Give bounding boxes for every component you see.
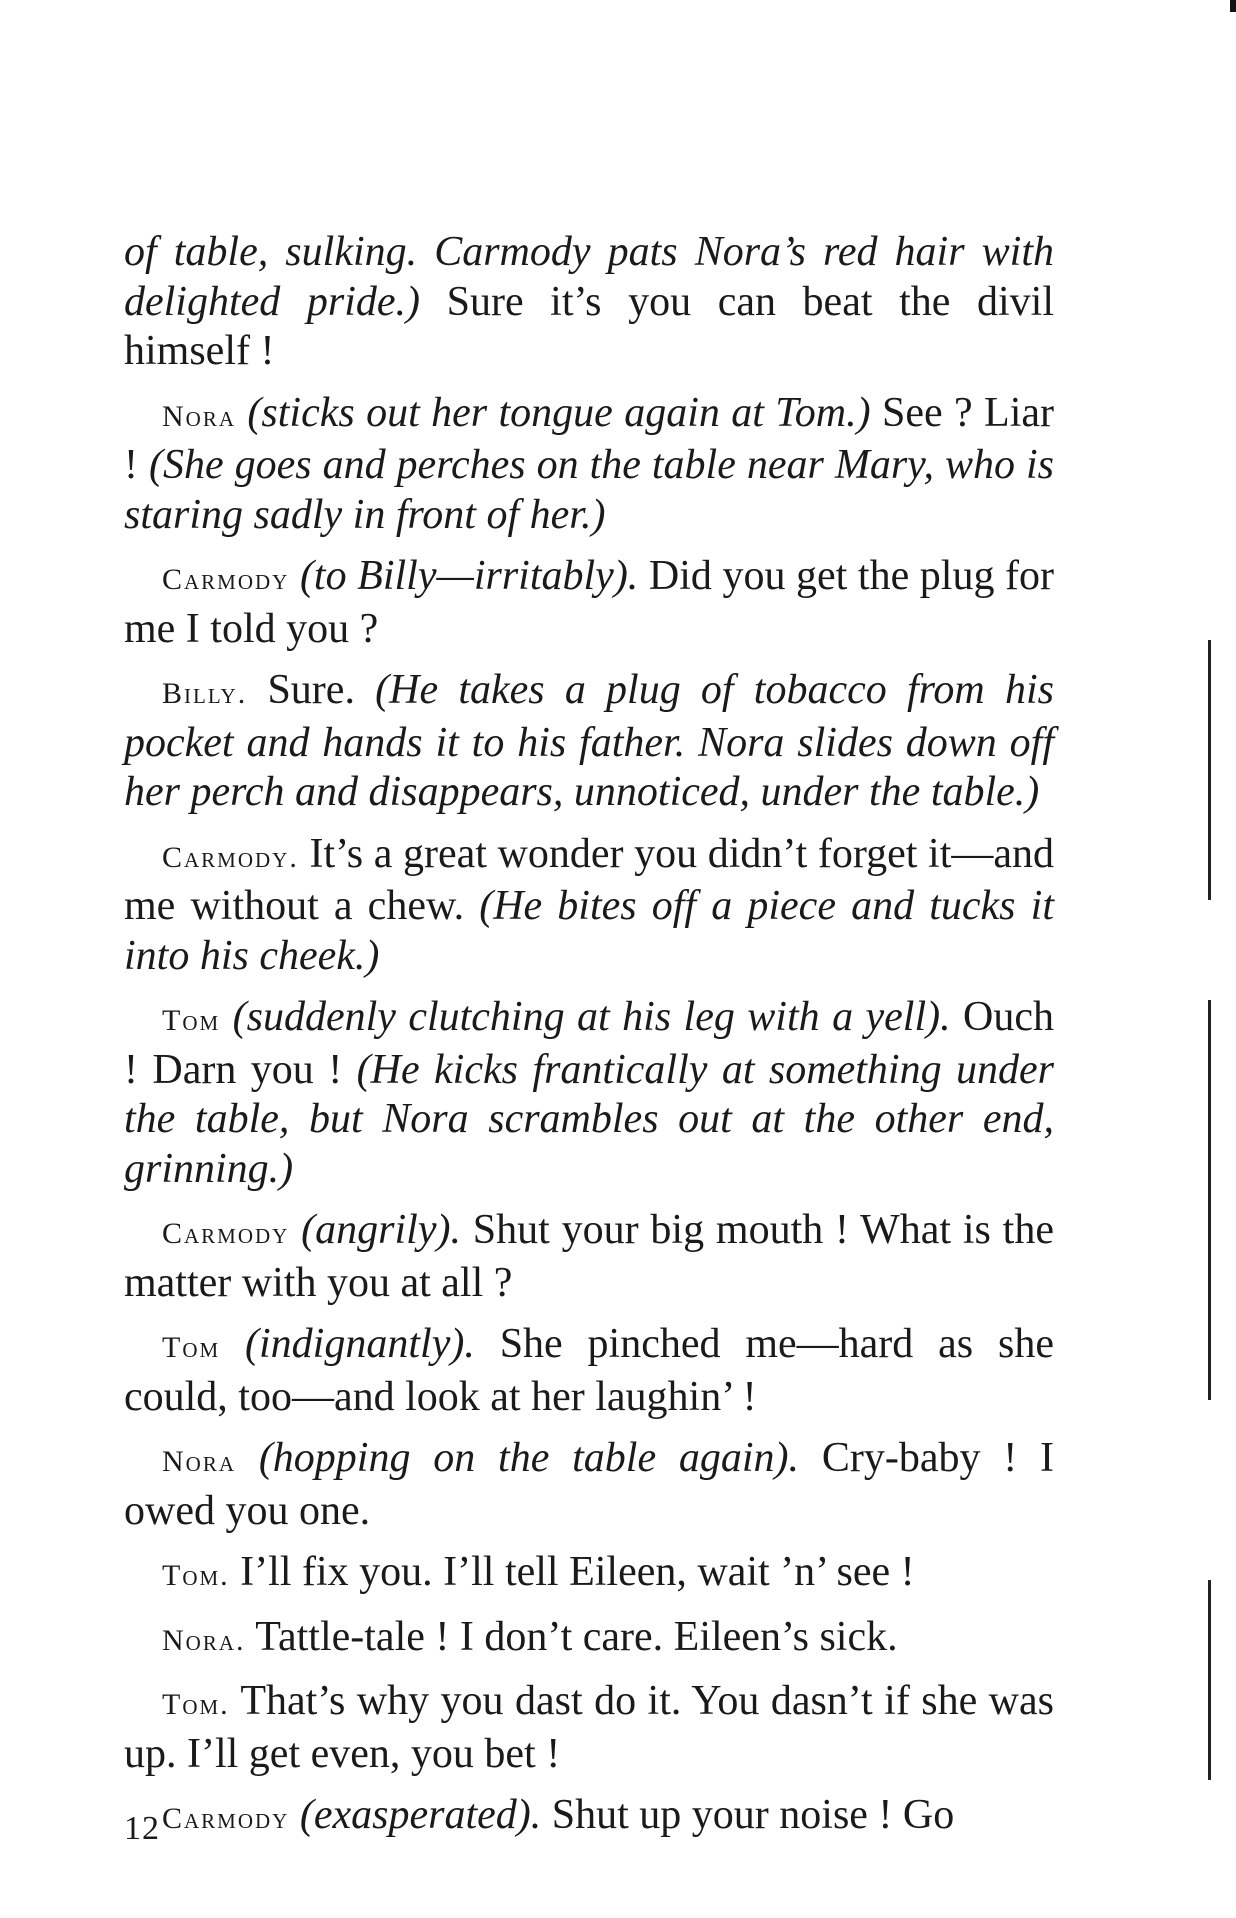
speaker-name: Nora xyxy=(162,399,237,433)
dialogue-paragraph xyxy=(124,1791,1054,1844)
stage-direction: of table, sulking. Carmody pats Nora’s red hair with delighted pride.) xyxy=(124,229,1054,325)
dialogue-paragraph xyxy=(124,666,1054,818)
stage-direction: (angrily). xyxy=(301,1207,461,1253)
speaker-name: Tom. xyxy=(162,1559,230,1592)
dialogue-paragraph xyxy=(124,993,1054,1194)
speech-text: That’s why you dast do it. You dasn’t if she was up. I’ll get even, you bet ! xyxy=(124,1678,1054,1777)
speaker-name: Carmody. xyxy=(162,840,299,874)
speaker-name: Tom xyxy=(162,1331,221,1364)
speech-text: Shut up your noise ! Go xyxy=(541,1792,955,1838)
stage-direction: (sticks out her tongue again at Tom.) xyxy=(247,389,871,436)
stage-direction: (to Billy—irritably). xyxy=(299,553,639,599)
stage-direction: (He kicks frantically at something under the table, but Nora scrambles out at the other end, grinning.) xyxy=(124,1046,1054,1192)
speaker-name: Carmody xyxy=(162,1217,290,1250)
speech-text: Sure it’s you can beat the divil himself ! xyxy=(124,278,1054,374)
speaker-name: Tom xyxy=(162,1004,221,1037)
scan-corner-mark xyxy=(1230,0,1236,12)
dialogue-paragraph xyxy=(124,228,1054,377)
speech-text: Did you get the plug for me I told you ? xyxy=(124,553,1055,652)
speech-text: Sure. xyxy=(267,667,376,713)
speaker-name: Carmody xyxy=(162,563,290,596)
scan-edge-mark xyxy=(1208,1000,1211,1400)
speech-text: I’ll fix you. I’ll tell Eileen, wait ’n’ see ! xyxy=(240,1549,915,1595)
dialogue-paragraph xyxy=(124,1434,1054,1536)
speech-text: She pinched me—hard as she could, too—and look at her laughin’ ! xyxy=(124,1321,1054,1420)
speaker-name: Nora. xyxy=(162,1623,246,1657)
stage-direction: (She goes and perches on the table near Mary, who is staring sadly in front of her.) xyxy=(124,442,1054,538)
stage-direction: (He bites off a piece and tucks it into his cheek.) xyxy=(124,883,1054,979)
speech-text: It’s a great wonder you didn’t forget it—and me without a chew. xyxy=(124,830,1054,929)
speaker-name: Billy. xyxy=(162,677,248,710)
scan-edge-mark xyxy=(1208,640,1211,900)
stage-direction: (hopping on the table again). xyxy=(258,1435,800,1481)
speech-text: Ouch ! Darn you ! xyxy=(124,994,1055,1093)
dialogue-paragraph xyxy=(124,1548,1054,1601)
dialogue-paragraph xyxy=(124,1613,1054,1666)
stage-direction: (exasperated). xyxy=(299,1792,542,1838)
dialogue-paragraph xyxy=(124,1677,1054,1779)
speech-text: Shut your big mouth ! What is the matter with you at all ? xyxy=(124,1207,1054,1306)
speaker-name: Nora xyxy=(162,1445,237,1478)
dialogue-paragraph xyxy=(124,552,1054,654)
page-number: 12 xyxy=(124,1810,160,1847)
stage-direction: (He takes a plug of tobacco from his pocket and hands it to his father. Nora slides down off her perch and disappears, unnoticed, under the table.) xyxy=(124,667,1054,815)
speaker-name: Carmody xyxy=(162,1802,290,1835)
stage-direction: (indignantly). xyxy=(245,1321,475,1367)
speech-text: See ? Liar ! xyxy=(124,389,1055,488)
speech-text: Cry-baby ! I owed you one. xyxy=(124,1435,1054,1534)
dialogue-paragraph xyxy=(124,830,1054,982)
dialogue-paragraph xyxy=(124,389,1054,541)
stage-direction: (suddenly clutching at his leg with a yell). xyxy=(232,994,951,1040)
dialogue-paragraph xyxy=(124,1206,1054,1308)
scan-edge-mark xyxy=(1208,1580,1211,1780)
dialogue-paragraph xyxy=(124,1320,1054,1422)
play-text xyxy=(124,228,1054,1856)
speaker-name: Tom. xyxy=(162,1688,230,1721)
speech-text: Tattle-tale ! I don’t care. Eileen’s sick. xyxy=(255,1613,898,1660)
